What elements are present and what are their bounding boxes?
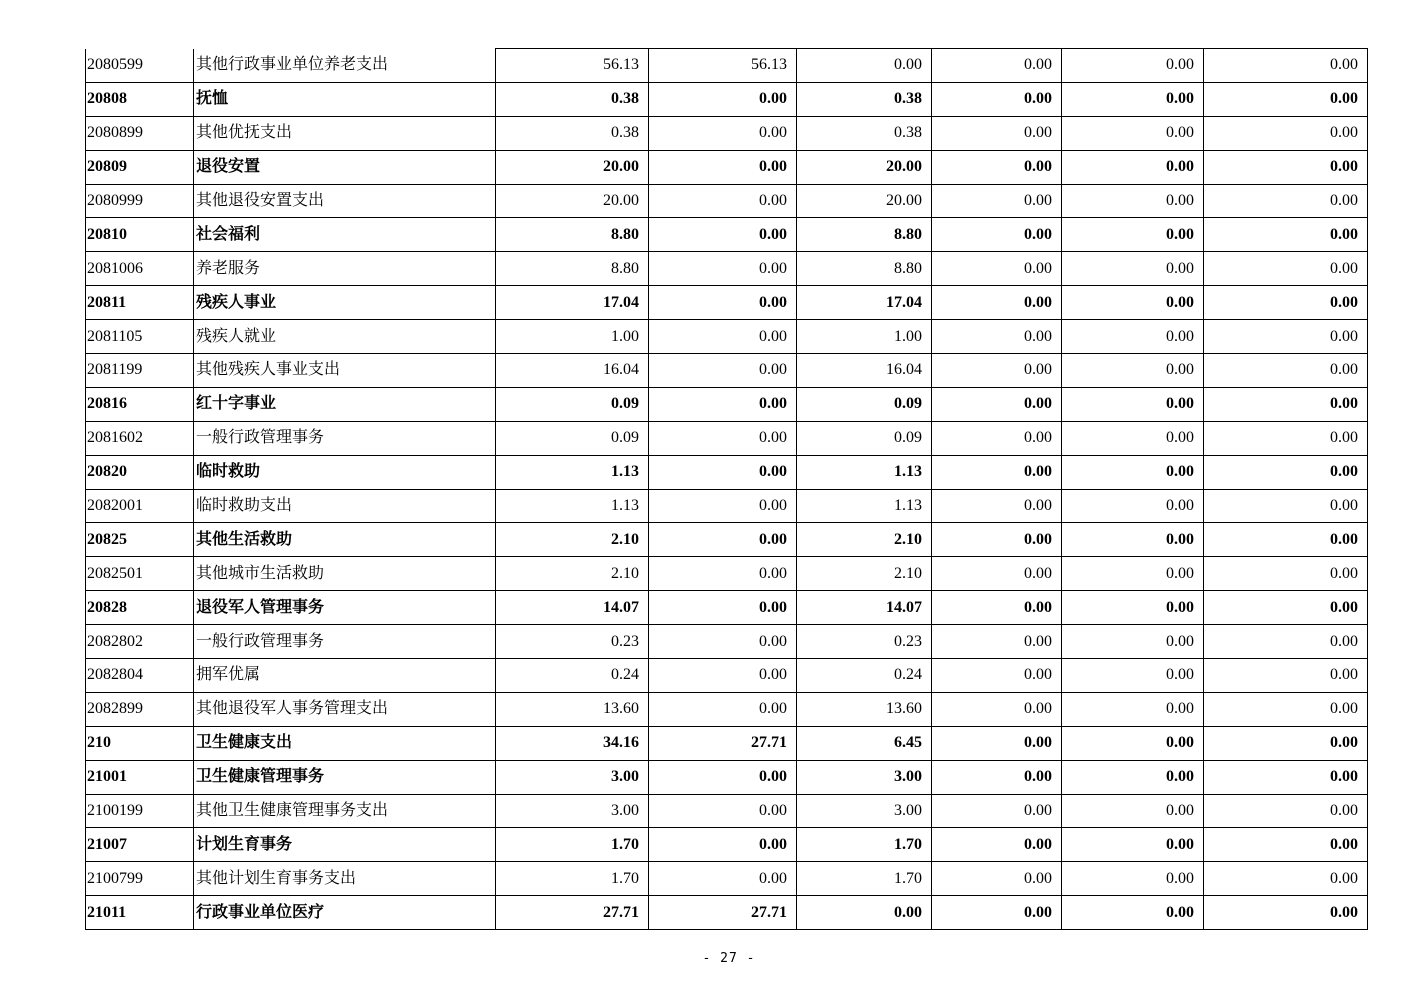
- table-row: [86, 49, 1368, 83]
- subject-name-cell: 其他行政事业单位养老支出: [194, 49, 496, 83]
- subject-code-cell: 2082899: [86, 692, 194, 726]
- amount-cell: 0.23: [496, 625, 649, 659]
- amount-cell: 1.70: [496, 828, 649, 862]
- amount-cell: 0.00: [1204, 218, 1368, 252]
- table-row: [86, 455, 1368, 489]
- page-number: - 27 -: [702, 951, 756, 966]
- amount-cell: 3.00: [496, 794, 649, 828]
- amount-cell: 0.00: [1062, 387, 1204, 421]
- subject-name-cell: 临时救助支出: [194, 489, 496, 523]
- amount-cell: 8.80: [797, 252, 932, 286]
- subject-name-cell: 卫生健康管理事务: [194, 760, 496, 794]
- amount-cell: 0.00: [1062, 659, 1204, 693]
- subject-name-cell: 其他优抚支出: [194, 116, 496, 150]
- amount-cell: 13.60: [797, 692, 932, 726]
- amount-cell: 0.00: [932, 523, 1062, 557]
- subject-code-cell: 2100799: [86, 862, 194, 896]
- amount-cell: 13.60: [496, 692, 649, 726]
- subject-code-cell: 2082804: [86, 659, 194, 693]
- subject-code-cell: 2081602: [86, 421, 194, 455]
- amount-cell: 0.00: [1204, 150, 1368, 184]
- subject-code-cell: 20820: [86, 455, 194, 489]
- subject-code-cell: 2082001: [86, 489, 194, 523]
- amount-cell: 0.00: [1062, 252, 1204, 286]
- amount-cell: 0.00: [1062, 49, 1204, 83]
- amount-cell: 0.00: [1062, 625, 1204, 659]
- amount-cell: 20.00: [496, 184, 649, 218]
- subject-code-cell: 210: [86, 726, 194, 760]
- amount-cell: 0.00: [1062, 150, 1204, 184]
- amount-cell: 0.00: [1204, 726, 1368, 760]
- subject-code-cell: 21001: [86, 760, 194, 794]
- amount-cell: 0.00: [1062, 794, 1204, 828]
- table-row: [86, 862, 1368, 896]
- table-body: [86, 49, 1368, 930]
- amount-cell: 0.00: [932, 116, 1062, 150]
- amount-cell: 0.00: [932, 354, 1062, 388]
- table-row: [86, 387, 1368, 421]
- subject-name-cell: 一般行政管理事务: [194, 625, 496, 659]
- amount-cell: 0.00: [649, 557, 797, 591]
- amount-cell: 0.00: [932, 726, 1062, 760]
- table-row: [86, 896, 1368, 930]
- amount-cell: 56.13: [649, 49, 797, 83]
- amount-cell: 0.00: [797, 896, 932, 930]
- subject-name-cell: 养老服务: [194, 252, 496, 286]
- table-row: [86, 794, 1368, 828]
- amount-cell: 0.00: [932, 455, 1062, 489]
- amount-cell: 0.00: [932, 896, 1062, 930]
- amount-cell: 0.00: [649, 218, 797, 252]
- amount-cell: 17.04: [797, 286, 932, 320]
- amount-cell: 0.00: [649, 760, 797, 794]
- amount-cell: 0.00: [1062, 692, 1204, 726]
- amount-cell: 1.70: [797, 862, 932, 896]
- amount-cell: 0.00: [932, 49, 1062, 83]
- amount-cell: 0.00: [649, 692, 797, 726]
- amount-cell: 0.00: [1204, 794, 1368, 828]
- subject-code-cell: 2082501: [86, 557, 194, 591]
- amount-cell: 1.13: [496, 489, 649, 523]
- amount-cell: 17.04: [496, 286, 649, 320]
- amount-cell: 0.00: [1062, 184, 1204, 218]
- amount-cell: 0.00: [649, 489, 797, 523]
- subject-name-cell: 卫生健康支出: [194, 726, 496, 760]
- table-row: [86, 828, 1368, 862]
- amount-cell: 0.00: [649, 862, 797, 896]
- amount-cell: 0.00: [932, 828, 1062, 862]
- table-row: [86, 354, 1368, 388]
- amount-cell: 0.09: [797, 387, 932, 421]
- amount-cell: 0.00: [1062, 421, 1204, 455]
- subject-name-cell: 其他城市生活救助: [194, 557, 496, 591]
- budget-table: [85, 48, 1368, 930]
- table-row: [86, 116, 1368, 150]
- table-row: [86, 692, 1368, 726]
- amount-cell: 3.00: [797, 794, 932, 828]
- subject-code-cell: 21011: [86, 896, 194, 930]
- amount-cell: 0.00: [797, 49, 932, 83]
- amount-cell: 0.00: [649, 354, 797, 388]
- amount-cell: 1.13: [797, 489, 932, 523]
- subject-name-cell: 其他残疾人事业支出: [194, 354, 496, 388]
- subject-code-cell: 2080999: [86, 184, 194, 218]
- amount-cell: 0.00: [649, 82, 797, 116]
- amount-cell: 2.10: [797, 557, 932, 591]
- amount-cell: 0.00: [649, 625, 797, 659]
- amount-cell: 0.00: [1204, 49, 1368, 83]
- amount-cell: 0.00: [649, 794, 797, 828]
- subject-name-cell: 抚恤: [194, 82, 496, 116]
- subject-code-cell: 2100199: [86, 794, 194, 828]
- subject-name-cell: 退役安置: [194, 150, 496, 184]
- subject-name-cell: 行政事业单位医疗: [194, 896, 496, 930]
- subject-name-cell: 拥军优属: [194, 659, 496, 693]
- amount-cell: 0.00: [1204, 862, 1368, 896]
- amount-cell: 0.00: [1204, 354, 1368, 388]
- subject-name-cell: 残疾人就业: [194, 320, 496, 354]
- amount-cell: 0.00: [649, 150, 797, 184]
- amount-cell: 20.00: [797, 150, 932, 184]
- amount-cell: 0.00: [1204, 828, 1368, 862]
- subject-name-cell: 计划生育事务: [194, 828, 496, 862]
- subject-code-cell: 2081006: [86, 252, 194, 286]
- subject-code-cell: 20816: [86, 387, 194, 421]
- amount-cell: 16.04: [496, 354, 649, 388]
- amount-cell: 0.00: [932, 489, 1062, 523]
- amount-cell: 0.00: [1062, 286, 1204, 320]
- amount-cell: 0.00: [1062, 82, 1204, 116]
- amount-cell: 14.07: [496, 591, 649, 625]
- amount-cell: 0.00: [1204, 82, 1368, 116]
- amount-cell: 1.70: [496, 862, 649, 896]
- amount-cell: 0.38: [496, 82, 649, 116]
- amount-cell: 1.00: [797, 320, 932, 354]
- amount-cell: 0.00: [1204, 625, 1368, 659]
- amount-cell: 0.00: [1062, 557, 1204, 591]
- table-row: [86, 82, 1368, 116]
- table-row: [86, 523, 1368, 557]
- subject-code-cell: 20828: [86, 591, 194, 625]
- amount-cell: 0.00: [932, 862, 1062, 896]
- subject-name-cell: 社会福利: [194, 218, 496, 252]
- amount-cell: 0.00: [1062, 591, 1204, 625]
- amount-cell: 6.45: [797, 726, 932, 760]
- subject-name-cell: 其他退役安置支出: [194, 184, 496, 218]
- table-row: [86, 218, 1368, 252]
- amount-cell: 0.00: [1204, 320, 1368, 354]
- amount-cell: 0.00: [932, 659, 1062, 693]
- table-row: [86, 591, 1368, 625]
- amount-cell: 0.00: [1204, 387, 1368, 421]
- amount-cell: 0.00: [932, 218, 1062, 252]
- table-row: [86, 252, 1368, 286]
- subject-name-cell: 其他计划生育事务支出: [194, 862, 496, 896]
- table-row: [86, 489, 1368, 523]
- subject-code-cell: 21007: [86, 828, 194, 862]
- amount-cell: 1.13: [797, 455, 932, 489]
- amount-cell: 0.00: [649, 828, 797, 862]
- amount-cell: 0.00: [1204, 286, 1368, 320]
- amount-cell: 0.00: [1062, 455, 1204, 489]
- amount-cell: 0.00: [1204, 659, 1368, 693]
- amount-cell: 0.24: [496, 659, 649, 693]
- amount-cell: 0.00: [649, 286, 797, 320]
- amount-cell: 1.13: [496, 455, 649, 489]
- amount-cell: 2.10: [496, 523, 649, 557]
- amount-cell: 0.00: [1204, 489, 1368, 523]
- subject-code-cell: 20809: [86, 150, 194, 184]
- subject-name-cell: 其他生活救助: [194, 523, 496, 557]
- table-row: [86, 184, 1368, 218]
- amount-cell: 0.00: [1204, 421, 1368, 455]
- subject-name-cell: 其他退役军人事务管理支出: [194, 692, 496, 726]
- subject-name-cell: 临时救助: [194, 455, 496, 489]
- amount-cell: 0.00: [1062, 828, 1204, 862]
- amount-cell: 1.70: [797, 828, 932, 862]
- amount-cell: 0.00: [932, 82, 1062, 116]
- amount-cell: 0.00: [649, 591, 797, 625]
- table-row: [86, 726, 1368, 760]
- amount-cell: 0.00: [1204, 896, 1368, 930]
- amount-cell: 0.00: [932, 387, 1062, 421]
- table-row: [86, 320, 1368, 354]
- amount-cell: 8.80: [496, 252, 649, 286]
- amount-cell: 20.00: [496, 150, 649, 184]
- amount-cell: 0.00: [932, 286, 1062, 320]
- amount-cell: 0.00: [1062, 896, 1204, 930]
- amount-cell: 27.71: [496, 896, 649, 930]
- amount-cell: 0.00: [649, 421, 797, 455]
- subject-code-cell: 20825: [86, 523, 194, 557]
- subject-name-cell: 红十字事业: [194, 387, 496, 421]
- amount-cell: 0.09: [797, 421, 932, 455]
- amount-cell: 0.00: [932, 557, 1062, 591]
- subject-code-cell: 20810: [86, 218, 194, 252]
- amount-cell: 0.00: [649, 659, 797, 693]
- subject-code-cell: 2080899: [86, 116, 194, 150]
- amount-cell: 0.00: [1204, 557, 1368, 591]
- amount-cell: 3.00: [797, 760, 932, 794]
- amount-cell: 16.04: [797, 354, 932, 388]
- amount-cell: 2.10: [496, 557, 649, 591]
- amount-cell: 0.09: [496, 421, 649, 455]
- subject-name-cell: 一般行政管理事务: [194, 421, 496, 455]
- amount-cell: 0.00: [1062, 862, 1204, 896]
- amount-cell: 0.00: [1204, 455, 1368, 489]
- amount-cell: 0.00: [1204, 523, 1368, 557]
- subject-code-cell: 2082802: [86, 625, 194, 659]
- amount-cell: 0.00: [932, 252, 1062, 286]
- amount-cell: 0.00: [932, 150, 1062, 184]
- table-row: [86, 659, 1368, 693]
- amount-cell: 0.00: [1062, 354, 1204, 388]
- table-row: [86, 557, 1368, 591]
- amount-cell: 0.00: [932, 625, 1062, 659]
- amount-cell: 0.00: [649, 523, 797, 557]
- subject-code-cell: 2081105: [86, 320, 194, 354]
- amount-cell: 0.09: [496, 387, 649, 421]
- amount-cell: 0.00: [1062, 218, 1204, 252]
- amount-cell: 3.00: [496, 760, 649, 794]
- amount-cell: 0.00: [932, 320, 1062, 354]
- table-row: [86, 150, 1368, 184]
- amount-cell: 0.00: [649, 184, 797, 218]
- subject-name-cell: 其他卫生健康管理事务支出: [194, 794, 496, 828]
- amount-cell: 0.00: [649, 320, 797, 354]
- amount-cell: 0.00: [649, 455, 797, 489]
- amount-cell: 27.71: [649, 726, 797, 760]
- amount-cell: 0.00: [1204, 116, 1368, 150]
- amount-cell: 56.13: [496, 49, 649, 83]
- amount-cell: 0.23: [797, 625, 932, 659]
- amount-cell: 0.00: [1062, 523, 1204, 557]
- amount-cell: 34.16: [496, 726, 649, 760]
- amount-cell: 0.38: [797, 116, 932, 150]
- amount-cell: 8.80: [496, 218, 649, 252]
- amount-cell: 0.00: [932, 794, 1062, 828]
- amount-cell: 0.24: [797, 659, 932, 693]
- amount-cell: 0.00: [649, 116, 797, 150]
- subject-code-cell: 20811: [86, 286, 194, 320]
- amount-cell: 0.00: [1204, 760, 1368, 794]
- table-row: [86, 625, 1368, 659]
- table-row: [86, 760, 1368, 794]
- amount-cell: 0.00: [649, 252, 797, 286]
- amount-cell: 0.00: [932, 184, 1062, 218]
- amount-cell: 0.00: [1204, 692, 1368, 726]
- amount-cell: 0.38: [496, 116, 649, 150]
- amount-cell: 0.00: [1204, 252, 1368, 286]
- amount-cell: 0.00: [1062, 726, 1204, 760]
- table-row: [86, 421, 1368, 455]
- amount-cell: 0.00: [932, 760, 1062, 794]
- amount-cell: 0.38: [797, 82, 932, 116]
- amount-cell: 14.07: [797, 591, 932, 625]
- amount-cell: 27.71: [649, 896, 797, 930]
- amount-cell: 0.00: [932, 692, 1062, 726]
- amount-cell: 0.00: [1204, 591, 1368, 625]
- amount-cell: 0.00: [932, 421, 1062, 455]
- subject-code-cell: 2080599: [86, 49, 194, 83]
- amount-cell: 0.00: [1062, 320, 1204, 354]
- amount-cell: 0.00: [1062, 760, 1204, 794]
- subject-code-cell: 20808: [86, 82, 194, 116]
- amount-cell: 8.80: [797, 218, 932, 252]
- amount-cell: 0.00: [932, 591, 1062, 625]
- amount-cell: 2.10: [797, 523, 932, 557]
- table-row: [86, 286, 1368, 320]
- amount-cell: 1.00: [496, 320, 649, 354]
- amount-cell: 0.00: [1062, 489, 1204, 523]
- amount-cell: 20.00: [797, 184, 932, 218]
- subject-name-cell: 退役军人管理事务: [194, 591, 496, 625]
- amount-cell: 0.00: [1204, 184, 1368, 218]
- amount-cell: 0.00: [1062, 116, 1204, 150]
- amount-cell: 0.00: [649, 387, 797, 421]
- subject-name-cell: 残疾人事业: [194, 286, 496, 320]
- subject-code-cell: 2081199: [86, 354, 194, 388]
